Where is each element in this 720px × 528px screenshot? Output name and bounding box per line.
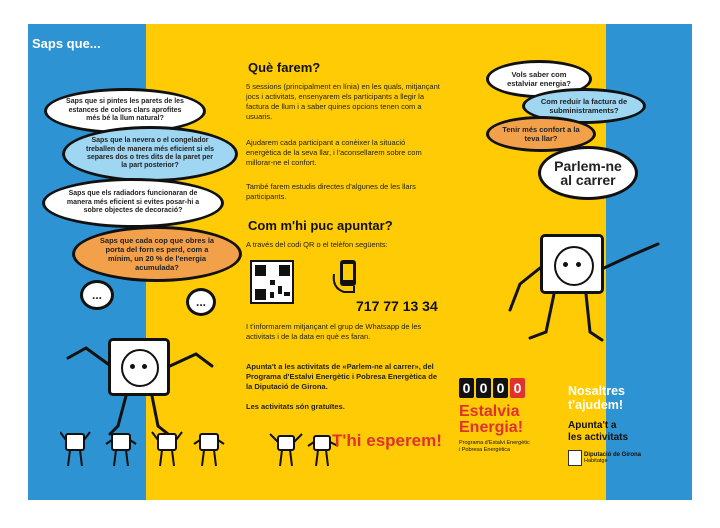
nosaltres-line2: t'ajudem! [568, 398, 624, 413]
ellipsis-text: ... [195, 294, 206, 309]
heading-que-farem: Què farem? [248, 60, 321, 75]
counter-digit: 0 [459, 378, 474, 398]
tip-bubble-oven [72, 226, 242, 282]
closing-text [332, 432, 442, 450]
saps-que-title: Saps que... [32, 36, 101, 51]
ellipsis-bubble-right [186, 288, 216, 316]
apuntat-line2: les activitats [568, 431, 629, 443]
nosaltres-text [568, 384, 625, 413]
paragraph-energy-situation: Ajudarem cada participant a conèixer la situació energètica de la seva llar, i l'aconsellarem sobre com millorar-ne el confort. [246, 138, 422, 168]
apuntat-line1: Apunta't a [568, 420, 617, 431]
diputacio-logo-icon [568, 450, 582, 466]
brand-subtitle [459, 440, 530, 454]
qr-code[interactable] [250, 260, 294, 304]
brand-subtitle-line1: Programa d'Estalvi Energètic [459, 440, 530, 446]
brand-title [459, 404, 523, 436]
right-bubble-text: Com reduir la factura de subministraments? [540, 97, 628, 115]
heading-com-apuntar: Com m'hi puc apuntar? [248, 218, 393, 233]
paragraph-qr-phone: A través del codi QR o el telèfon següents: [246, 240, 388, 249]
tip-bubble-radiators [42, 178, 224, 228]
socket-limbs-left [46, 318, 246, 448]
phone-hand-icon [330, 258, 366, 294]
diputacio-name: Diputació de Girona [584, 452, 642, 458]
paragraph-parlem: Apunta't a les activitats de «Parlem-ne al carrer», del Programa d'Estalvi Energètic i Pobresa Energètica de la Diputació de Girona. [246, 362, 438, 392]
paragraph-sessions: 5 sessions (principalment en línia) en les quals, mitjançant jocs i activitats, ensenyarem els participants a llegir la factura de llum i a saber quines opcions tenen com a usuaris. [246, 82, 440, 122]
counter-digit: 0 [510, 378, 525, 398]
nosaltres-line1: Nosaltres [568, 384, 625, 398]
tip-bubble-text: Saps que els radiadors funcionaran de manera més eficient si evites posar-hi a sobre objectes de decoració? [66, 190, 200, 215]
tip-bubble-fridge [62, 126, 238, 182]
phone-number[interactable]: 717 77 13 34 [356, 298, 438, 314]
socket-limbs-right [490, 228, 670, 368]
counter-digit: 0 [493, 378, 508, 398]
small-sockets-row [60, 430, 240, 480]
paragraph-free: Les activitats són gratuïtes. [246, 402, 345, 411]
tip-bubble-text: Saps que cada cop que obres la porta del forn es perd, com a mínim, un 20 % de l'energia acumulada? [99, 236, 215, 272]
paragraph-whatsapp: I t'informarem mitjançant el grup de Whatsapp de les activitats i de la data en què es faran. [246, 322, 422, 342]
paragraph-studies: També farem estudis directes d'algunes de les llars participants. [246, 182, 416, 202]
apuntat-text [568, 420, 628, 443]
right-bubble-text: Tenir més confort a la teva llar? [502, 125, 580, 143]
tip-bubble-text: Saps que la nevera o el congelador treballen de manera més eficient si els separes dos o tres dits de la paret per la part posterior? [85, 137, 214, 170]
diputacio-logo-text [584, 452, 641, 464]
diputacio-sub: Habitatge [584, 458, 608, 464]
brand-title-line2: Energia! [459, 419, 524, 436]
ellipsis-text: ... [91, 287, 102, 302]
brand-subtitle-line2: i Pobresa Energètica [459, 447, 511, 454]
counter-digit: 0 [476, 378, 491, 398]
parlem-bubble [538, 146, 638, 200]
digit-counter [459, 378, 527, 398]
brand-title-line1: Estalvia [459, 403, 520, 420]
right-bubble-text: Vols saber com estalviar energia? [507, 70, 571, 88]
tip-bubble-text: Saps que si pintes les parets de les estances de colors clars aprofites més bé la llum natural? [66, 98, 184, 123]
closing-text-line: T'hi esperem! [332, 431, 442, 450]
ellipsis-bubble-left [80, 280, 114, 310]
parlem-text: Parlem-ne al carrer [554, 158, 622, 188]
